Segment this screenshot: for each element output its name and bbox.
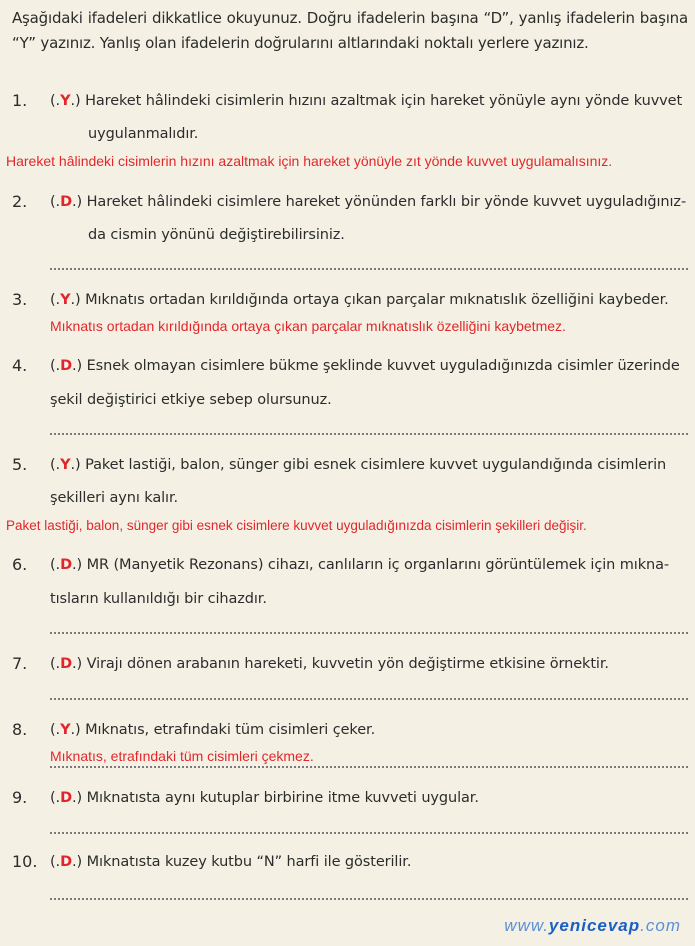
answer-mark: D xyxy=(60,854,73,870)
question-text-cont: şekil değiştirici etkiye sebep olursunuz. xyxy=(50,392,332,408)
question-text-cont: şekilleri aynı kalır. xyxy=(50,490,178,506)
answer-mark: D xyxy=(60,557,73,573)
question-number: 4. xyxy=(12,356,28,375)
answer-mark: Y xyxy=(60,722,71,738)
answer-mark: D xyxy=(60,790,73,806)
watermark-logo: www.yenicevap.com xyxy=(504,916,681,935)
question-text: (.D.) Esnek olmayan cisimlere bükme şeklinde kuvvet uyguladığınızda cisimler üzerinde xyxy=(50,358,680,374)
answer-dotted-line[interactable] xyxy=(50,268,688,270)
correction-text: Mıknatıs, etrafındaki tüm cisimleri çekmez. xyxy=(50,748,314,764)
question-text: (.Y.) Paket lastiği, balon, sünger gibi esnek cisimlere kuvvet uygulandığında cisimlerin xyxy=(50,457,667,473)
question-text: (.D.) MR (Manyetik Rezonans) cihazı, canlıların iç organlarını görüntülemek için mıkna- xyxy=(50,557,670,573)
question-text-cont: tısların kullanıldığı bir cihazdır. xyxy=(50,591,267,607)
answer-dotted-line[interactable] xyxy=(50,632,688,634)
question-text: (.Y.) Mıknatıs, etrafındaki tüm cisimleri çeker. xyxy=(50,722,376,738)
question-text-cont: da cismin yönünü değiştirebilirsiniz. xyxy=(88,227,345,243)
question-number: 7. xyxy=(12,654,28,673)
correction-text: Paket lastiği, balon, sünger gibi esnek cisimlere kuvvet uyguladığınızda cisimlerin şekilleri değişir. xyxy=(6,518,587,533)
question-number: 10. xyxy=(12,852,38,871)
answer-mark: Y xyxy=(60,93,71,109)
question-number: 2. xyxy=(12,192,28,211)
question-text: (.D.) Virajı dönen arabanın hareketi, kuvvetin yön değiştirme etkisine örnektir. xyxy=(50,656,609,672)
question-number: 9. xyxy=(12,788,28,807)
question-text: (.Y.) Mıknatıs ortadan kırıldığında ortaya çıkan parçalar mıknatıslık özelliğini kaybeder. xyxy=(50,292,669,308)
answer-dotted-line[interactable] xyxy=(50,433,688,435)
answer-mark: D xyxy=(60,358,73,374)
answer-mark: D xyxy=(60,656,73,672)
question-number: 3. xyxy=(12,290,28,309)
question-number: 6. xyxy=(12,555,28,574)
question-text: (.D.) Mıknatısta aynı kutuplar birbirine itme kuvveti uygular. xyxy=(50,790,479,806)
answer-dotted-line[interactable] xyxy=(50,698,688,700)
answer-mark: Y xyxy=(60,457,71,473)
question-number: 8. xyxy=(12,720,28,739)
answer-mark: D xyxy=(60,194,73,210)
question-text: (.D.) Mıknatısta kuzey kutbu “N” harfi ile gösterilir. xyxy=(50,854,412,870)
correction-text: Hareket hâlindeki cisimlerin hızını azaltmak için hareket yönüyle zıt yönde kuvvet uygulamalısınız. xyxy=(6,153,613,169)
answer-dotted-line[interactable] xyxy=(50,898,688,900)
answer-dotted-line[interactable] xyxy=(50,832,688,834)
instructions: Aşağıdaki ifadeleri dikkatlice okuyunuz. Doğru ifadelerin başına “D”, yanlış ifadelerin başına “Y” yazınız. Yanlış olan ifadelerin doğrularını altlarındaki noktalı yerlere yazınız. xyxy=(12,9,688,52)
question-number: 5. xyxy=(12,455,28,474)
answer-mark: Y xyxy=(60,292,71,308)
question-text-cont: uygulanmalıdır. xyxy=(88,126,199,142)
question-text: (.Y.) Hareket hâlindeki cisimlerin hızını azaltmak için hareket yönüyle aynı yönde kuvvet xyxy=(50,93,683,109)
question-number: 1. xyxy=(12,91,28,110)
answer-dotted-line[interactable] xyxy=(50,766,688,768)
correction-text: Mıknatıs ortadan kırıldığında ortaya çıkan parçalar mıknatıslık özelliğini kaybetmez. xyxy=(50,318,566,334)
question-text: (.D.) Hareket hâlindeki cisimlere hareket yönünden farklı bir yönde kuvvet uyguladığınız- xyxy=(50,194,687,210)
